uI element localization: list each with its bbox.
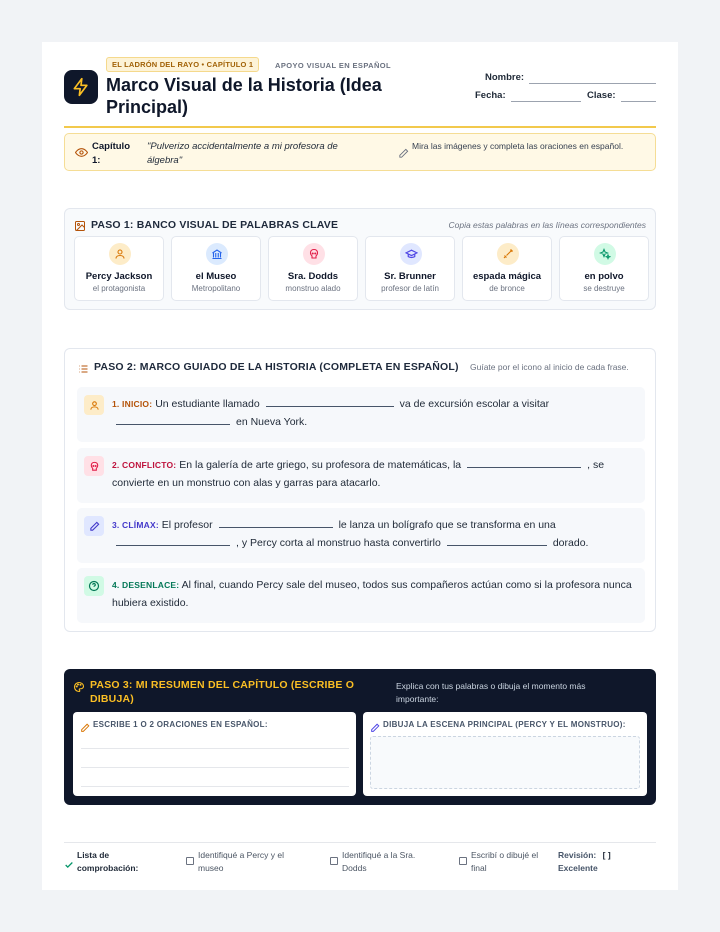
sentence-part: En la galería de arte griego, su profesora de matemáticas, la — [179, 459, 462, 471]
museum-icon — [206, 243, 228, 265]
sentence-part: Al final, cuando Percy sale del museo, todos sus compañeros actúan como si la profesora nunca hubiera existido. — [112, 579, 632, 609]
row-label: 1. INICIO: — [112, 399, 153, 409]
sword-icon — [497, 243, 519, 265]
row-label: 4. DESENLACE: — [112, 580, 180, 590]
story-sentence — [112, 516, 637, 552]
footer-divider — [64, 842, 656, 843]
story-row-conflicto — [77, 448, 645, 503]
pencil-icon — [80, 720, 90, 738]
checkbox-percy[interactable] — [186, 857, 194, 865]
word-card-museo — [171, 236, 261, 301]
draw-label: DIBUJA LA ESCENA PRINCIPAL (PERCY Y EL MONSTRUO): — [383, 720, 626, 729]
word-sub: profesor de latín — [381, 284, 439, 293]
word-name: Sr. Brunner — [384, 271, 436, 282]
checklist-label: Lista de comprobación: — [77, 850, 139, 873]
sentence-part: , se convierte en un monstruo con alas y garras para atacarlo. — [112, 459, 605, 489]
answer-blank[interactable] — [219, 517, 333, 528]
word-card-percy — [74, 236, 164, 301]
word-name: espada mágica — [472, 271, 542, 282]
name-label: Nombre: — [485, 72, 525, 83]
drawing-area[interactable] — [370, 736, 640, 789]
step1-card — [64, 208, 656, 310]
answer-blank[interactable] — [266, 396, 394, 407]
word-sub: el protagonista — [92, 284, 146, 293]
step1-hint: Copia estas palabras en las líneas correspondientes — [448, 220, 646, 230]
write-label: ESCRIBE 1 O 2 ORACIONES EN ESPAÑOL: — [93, 720, 268, 729]
class-label: Clase: — [587, 90, 616, 101]
story-sentence — [112, 456, 637, 492]
sentence-part: va de excursión escolar a visitar — [399, 398, 550, 410]
story-row-desenlace — [77, 568, 645, 623]
image-icon — [74, 219, 86, 237]
worksheet-page — [42, 42, 678, 890]
sentence-part: le lanza un bolígrafo que se transforma en una — [338, 519, 556, 531]
palette-icon — [73, 680, 85, 698]
step3-title: PASO 3: MI RESUMEN DEL CAPÍTULO (ESCRIBE O DIBUJA) — [90, 679, 355, 705]
person-icon — [84, 395, 104, 415]
word-sub: monstruo alado — [285, 284, 341, 293]
chapter-quote: "Pulverizo accidentalmente a mi profesora de álgebra" — [147, 141, 338, 166]
row-label: 2. CONFLICTO: — [112, 460, 177, 470]
draw-box[interactable] — [363, 712, 647, 796]
step2-hint: Guíate por el icono al inicio de cada frase. — [470, 362, 629, 372]
class-field[interactable] — [621, 91, 656, 102]
step2-title: PASO 2: MARCO GUIADO DE LA HISTORIA (COMPLETA EN ESPAÑOL) — [94, 361, 459, 373]
story-sentence — [112, 576, 637, 612]
word-card-espada — [462, 236, 552, 301]
eye-icon — [75, 146, 88, 164]
revision-box[interactable]: [ ] — [602, 850, 611, 860]
monster-icon — [303, 243, 325, 265]
write-line — [81, 786, 349, 787]
write-line — [81, 767, 349, 768]
chapter-instruction: Mira las imágenes y completa las oraciones en español. — [412, 141, 624, 151]
chapter-banner — [64, 133, 656, 171]
write-line — [81, 748, 349, 749]
person-icon — [109, 243, 131, 265]
checklist-item: Identifiqué a Percy y el museo — [198, 850, 284, 873]
write-box[interactable] — [73, 712, 356, 796]
word-card-polvo — [559, 236, 649, 301]
answer-blank[interactable] — [116, 535, 230, 546]
sparkles-icon — [594, 243, 616, 265]
row-label: 3. CLÍMAX: — [112, 520, 159, 530]
chapter-label: Capítulo 1: — [92, 141, 130, 166]
word-sub: se destruye — [583, 284, 625, 293]
step2-card — [64, 348, 656, 632]
pencil-icon — [398, 146, 409, 164]
header-divider — [64, 126, 656, 128]
sentence-part: en Nueva York. — [236, 416, 308, 428]
monster-icon — [84, 456, 104, 476]
word-card-dodds — [268, 236, 358, 301]
revision-value: Excelente — [558, 863, 598, 873]
tagline: APOYO VISUAL EN ESPAÑOL — [275, 61, 392, 70]
checkbox-final[interactable] — [459, 857, 467, 865]
sentence-part: , y Percy corta al monstruo hasta convertirlo — [236, 537, 441, 549]
sentence-part: Un estudiante llamado — [155, 398, 260, 410]
story-row-climax — [77, 508, 645, 563]
page-title: Marco Visual de la Historia (Idea Principal) — [106, 75, 382, 117]
date-field[interactable] — [511, 91, 581, 102]
word-name: Percy Jackson — [85, 271, 153, 282]
answer-blank[interactable] — [447, 535, 547, 546]
story-row-inicio — [77, 387, 645, 442]
word-card-brunner — [365, 236, 455, 301]
sentence-part: dorado. — [552, 537, 589, 549]
word-name: el Museo — [195, 271, 237, 282]
checklist-item: Escribí o dibujé el final — [471, 850, 539, 873]
word-name: Sra. Dodds — [287, 271, 339, 282]
step3-hint: Explica con tus palabras o dibuja el momento más importante: — [396, 681, 586, 704]
check-icon — [64, 857, 74, 875]
answer-blank[interactable] — [467, 457, 581, 468]
sentence-part: El profesor — [161, 519, 213, 531]
help-circle-icon — [84, 576, 104, 596]
word-sub: de bronce — [489, 284, 525, 293]
list-icon — [77, 362, 89, 380]
lightning-bolt-icon — [64, 70, 98, 104]
date-label: Fecha: — [475, 90, 506, 101]
revision-label: Revisión: — [558, 850, 597, 860]
series-tag: EL LADRÓN DEL RAYO • CAPÍTULO 1 — [106, 57, 259, 72]
word-name: en polvo — [584, 271, 624, 282]
answer-blank[interactable] — [116, 414, 230, 425]
checklist-item: Identifiqué a la Sra. Dodds — [342, 850, 416, 873]
checkbox-dodds[interactable] — [330, 857, 338, 865]
step3-card — [64, 669, 656, 805]
name-field[interactable] — [529, 73, 656, 84]
pen-icon — [84, 516, 104, 536]
revision — [558, 849, 638, 875]
word-sub: Metropolitano — [191, 284, 241, 293]
step1-title: PASO 1: BANCO VISUAL DE PALABRAS CLAVE — [91, 219, 339, 231]
graduation-cap-icon — [400, 243, 422, 265]
story-sentence — [112, 395, 637, 431]
